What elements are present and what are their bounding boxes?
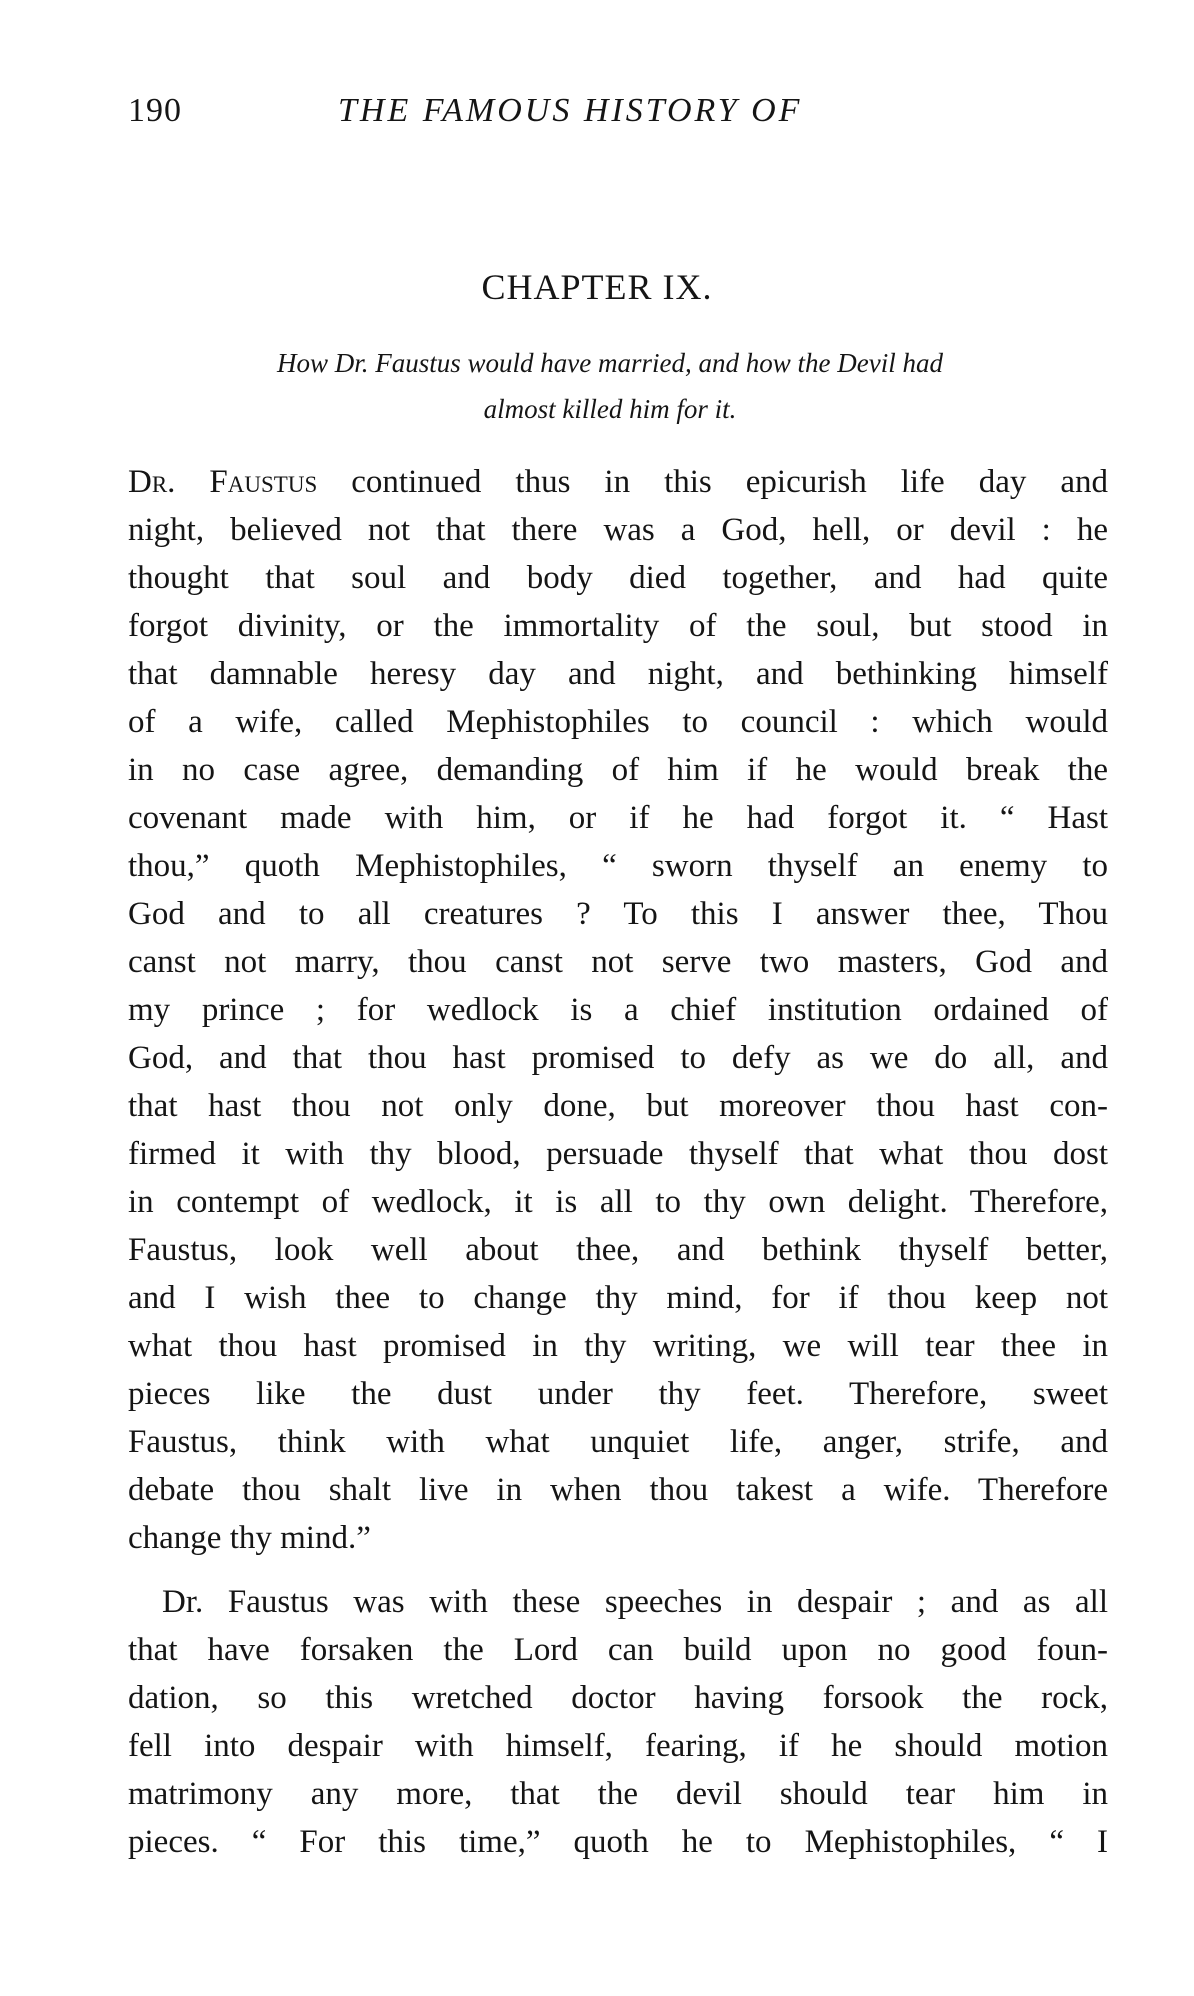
text-line: in no case agree, demanding of him if he would break the (128, 752, 1108, 788)
opening-word: Dr. Faustus (128, 464, 318, 500)
text-line: dation, so this wretched doctor having forsook the rock, (128, 1680, 1108, 1716)
text-line: Dr. Faustus continued thus in this epicurish life day and (128, 464, 1108, 500)
text-line: Faustus, look well about thee, and bethink thyself better, (128, 1232, 1108, 1268)
text-line: thou,” quoth Mephistophiles, “ sworn thyself an enemy to (128, 848, 1108, 884)
text-line: in contempt of wedlock, it is all to thy own delight. Therefore, (128, 1184, 1108, 1220)
text-line: pieces. “ For this time,” quoth he to Mephistophiles, “ I (128, 1824, 1108, 1860)
text-line: thought that soul and body died together, and had quite (128, 560, 1108, 596)
text-line: covenant made with him, or if he had forgot it. “ Hast (128, 800, 1108, 836)
text-line: that have forsaken the Lord can build upon no good foun- (128, 1632, 1108, 1668)
text-line: Faustus, think with what unquiet life, anger, strife, and (128, 1424, 1108, 1460)
paragraph-gap (128, 1562, 1108, 1578)
running-head (128, 92, 1108, 142)
paragraph-1 (128, 458, 1108, 1562)
chapter-subtitle-line: How Dr. Faustus would have married, and how the Devil had (277, 348, 943, 378)
running-title: THE FAMOUS HISTORY OF (338, 92, 803, 129)
chapter-subtitle (150, 340, 1070, 432)
text-line: God, and that thou hast promised to defy as we do all, and (128, 1040, 1108, 1076)
page-number: 190 (128, 92, 182, 129)
chapter-title: CHAPTER IX. (481, 267, 713, 307)
text-line: that hast thou not only done, but moreover thou hast con- (128, 1088, 1108, 1124)
text-line: matrimony any more, that the devil should tear him in (128, 1776, 1108, 1812)
text-line: debate thou shalt live in when thou takest a wife. Therefore (128, 1472, 1108, 1508)
text-line: and I wish thee to change thy mind, for if thou keep not (128, 1280, 1108, 1316)
text-line: night, believed not that there was a God, hell, or devil : he (128, 512, 1108, 548)
text-line: what thou hast promised in thy writing, we will tear thee in (128, 1328, 1108, 1364)
body-text (128, 458, 1108, 1866)
paragraph-2 (128, 1578, 1108, 1866)
text-line: that damnable heresy day and night, and bethinking himself (128, 656, 1108, 692)
text-line: canst not marry, thou canst not serve two masters, God and (128, 944, 1108, 980)
chapter-subtitle-line: almost killed him for it. (483, 394, 737, 424)
text-line: change thy mind.” (128, 1520, 371, 1556)
text-line: my prince ; for wedlock is a chief institution ordained of (128, 992, 1108, 1028)
text-line: fell into despair with himself, fearing, if he should motion (128, 1728, 1108, 1764)
text-line: Dr. Faustus was with these speeches in despair ; and as all (162, 1584, 1108, 1620)
text-line: forgot divinity, or the immortality of the soul, but stood in (128, 608, 1108, 644)
text-line: pieces like the dust under thy feet. Therefore, sweet (128, 1376, 1108, 1412)
text-line: God and to all creatures ? To this I answer thee, Thou (128, 896, 1108, 932)
text-line: firmed it with thy blood, persuade thyself that what thou dost (128, 1136, 1108, 1172)
text-line: of a wife, called Mephistophiles to council : which would (128, 704, 1108, 740)
